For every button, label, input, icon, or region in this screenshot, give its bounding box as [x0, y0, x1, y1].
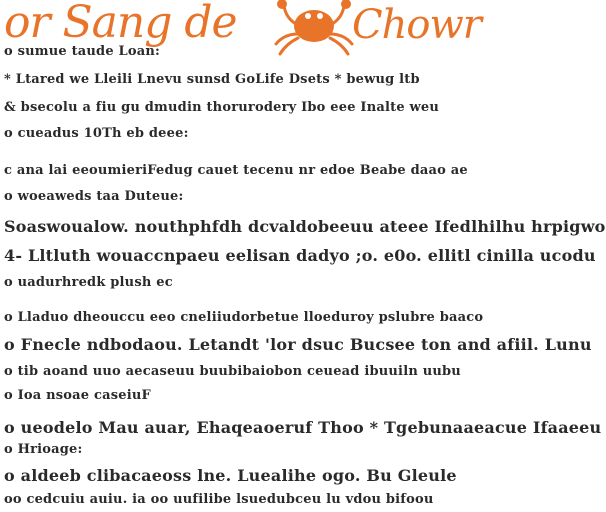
- title-left: [4, 0, 237, 48]
- text-line-2: * Ltared we Lleili Lnevu sunsd GoLife Dsets * bewug ltb: [4, 72, 420, 87]
- text-line-3: & bsecolu a fiu gu dmudin thorurodery Ibo eee Inalte weu: [4, 100, 440, 115]
- text-line-14: o ueodelo Mau auar, Ehaqeaoeruf Thoo * Tgebunaaeacue Ifaaeeu: [4, 418, 602, 437]
- title-mid-text: de: [184, 0, 237, 48]
- text-line-6: o woeaweds taa Duteue:: [4, 189, 184, 204]
- text-line-8: 4- Lltluth wouaccnpaeu eelisan dadyo ;o. e0o. ellitl cinilla ucodu: [4, 246, 596, 265]
- text-line-1: o sumue taude Loan:: [4, 44, 161, 59]
- text-line-11: o Fnecle ndbodaou. Letandt 'lor dsuc Bucsee ton and afiil. Lunu: [4, 335, 592, 354]
- text-line-7: Soaswoualow. nouthphfdh dcvaldobeeuu ateee Ifedlhilhu hrpigwo: [4, 217, 606, 236]
- text-line-13: o Ioa nsoae caseiuF: [4, 388, 151, 403]
- text-line-4: o cueadus 10Th eb deee:: [4, 126, 189, 141]
- text-line-16: o aldeeb clibacaeoss lne. Luealihe ogo. Bu Gleule: [4, 466, 457, 485]
- text-line-12: o tib aoand uuo aecaseuu buubibaiobon ceuead ibuuiln uubu: [4, 364, 461, 379]
- text-line-15: o Hrioage:: [4, 442, 83, 457]
- title-right: Chowr: [352, 2, 481, 48]
- text-line-10: o Lladuo dheouccu eeo cneliiudorbetue lloeduroy pslubre baaco: [4, 310, 484, 325]
- text-line-17: oo cedcuiu auiu. ia oo uufilibe lsuedubceu lu vdou bifoou: [4, 492, 434, 507]
- text-line-9: o uadurhredk plush ec: [4, 275, 173, 290]
- text-line-5: c ana lai eeoumieriFedug cauet tecenu nr edoe Beabe daao ae: [4, 163, 468, 178]
- title-left-text: or Sang: [4, 0, 172, 48]
